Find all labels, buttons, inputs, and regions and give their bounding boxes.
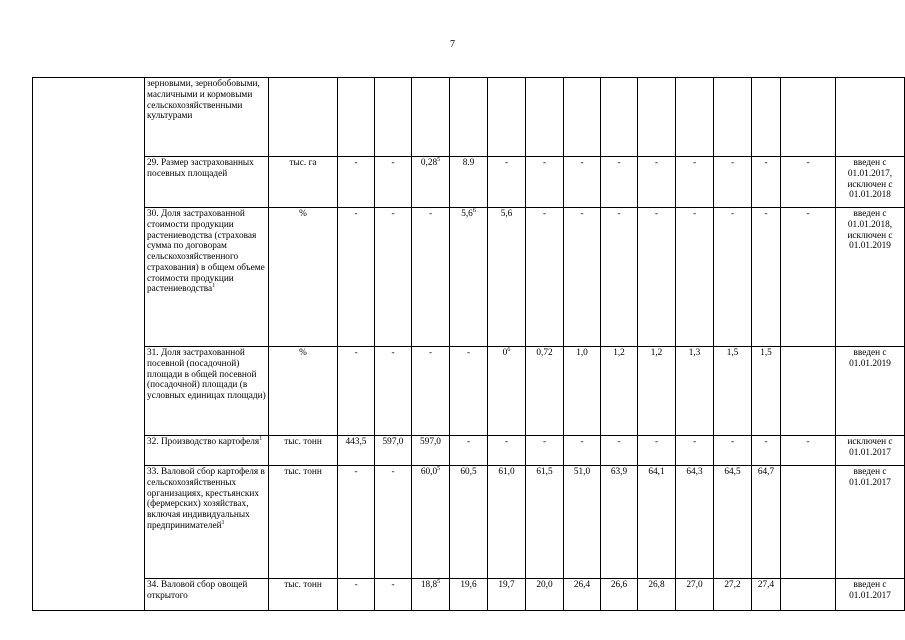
value-cell (714, 78, 752, 157)
value-cell (601, 78, 638, 157)
value-cell (601, 466, 638, 579)
value-cell (375, 208, 412, 347)
value-cell (781, 436, 836, 466)
note-cell: введен с 01.01.2017, исключен с 01.01.2018 (836, 157, 905, 208)
value-text: - (692, 209, 697, 219)
value-cell (450, 466, 488, 579)
value-text: - (692, 158, 697, 168)
value-text: - (354, 158, 358, 168)
value-cell (488, 436, 526, 466)
value-cell (781, 157, 836, 208)
value-cell (781, 579, 836, 611)
value-cell (375, 579, 412, 611)
value-cell (714, 347, 752, 436)
value-text: - (730, 209, 735, 219)
table-row (33, 436, 905, 466)
value-cell (488, 579, 526, 611)
value-cell (564, 466, 601, 579)
value-cell (412, 78, 450, 157)
value-cell (714, 579, 752, 611)
note-cell: введен с 01.01.2019 (836, 347, 905, 436)
value-text: - (354, 348, 358, 358)
value-text: - (466, 348, 471, 358)
value-text: 51,0 (573, 467, 591, 477)
unit-cell: тыс. тонн (269, 579, 338, 611)
page-number: 7 (450, 39, 455, 50)
value-text: 61,5 (536, 467, 553, 477)
value-cell (714, 466, 752, 579)
value-text: - (806, 209, 810, 219)
table-row (33, 78, 905, 157)
table-row (33, 466, 905, 579)
value-cell (752, 208, 781, 347)
value-text: - (428, 348, 433, 358)
value-cell (338, 466, 375, 579)
table-row (33, 579, 905, 611)
value-cell (676, 347, 714, 436)
value-text: - (542, 158, 547, 168)
value-cell (488, 347, 526, 436)
value-text: - (542, 437, 547, 447)
value-cell (752, 466, 781, 579)
value-cell (412, 579, 450, 611)
value-text: - (542, 209, 547, 219)
footnote-marker: 1 (212, 283, 216, 290)
value-text: - (354, 580, 358, 590)
value-cell (564, 579, 601, 611)
value-text: 64,3 (686, 467, 703, 477)
value-cell (676, 78, 714, 157)
value-cell (601, 208, 638, 347)
value-text: - (617, 158, 621, 168)
value-cell (752, 436, 781, 466)
table-row (33, 157, 905, 208)
value-text: 443,5 (345, 437, 367, 447)
value-cell (564, 208, 601, 347)
value-cell (526, 78, 564, 157)
value-cell (526, 347, 564, 436)
indicator-cell (145, 347, 269, 436)
value-text: - (692, 437, 697, 447)
value-cell (375, 436, 412, 466)
value-cell (676, 466, 714, 579)
note-cell: исключен с 01.01.2017 (836, 436, 905, 466)
value-text: 19,7 (498, 580, 515, 590)
value-cell (601, 436, 638, 466)
value-text: 18,8 (420, 580, 438, 590)
value-text: 597,0 (420, 437, 441, 447)
value-text: 1,5 (726, 348, 739, 358)
value-cell (752, 579, 781, 611)
value-cell (338, 208, 375, 347)
value-cell (781, 466, 836, 579)
value-cell (375, 347, 412, 436)
value-text: 26,4 (573, 580, 591, 590)
value-text: 597,0 (382, 437, 404, 447)
footnote-marker: 6 (472, 207, 476, 214)
value-cell (488, 208, 526, 347)
value-cell (412, 347, 450, 436)
value-text: - (617, 209, 621, 219)
value-cell (638, 208, 676, 347)
value-text: - (654, 437, 659, 447)
value-text: 26,6 (610, 580, 628, 590)
footnote-marker: 5 (437, 156, 441, 163)
value-text: - (730, 437, 735, 447)
value-cell (781, 347, 836, 436)
value-text: 0,72 (536, 348, 553, 358)
value-cell (601, 579, 638, 611)
value-text: - (466, 437, 471, 447)
indicator-text: 32. Производство картофеля (147, 437, 260, 447)
note-cell: введен с 01.01.2018, исключен с 01.01.2019 (836, 208, 905, 347)
value-text: 1,0 (576, 348, 588, 358)
value-cell (338, 157, 375, 208)
indicator-text: 33. Валовой сбор картофеля в сельскохозяйственных организациях, крестьянских (фермерских) хозяйствах, включая индивидуальных предпринимателей (147, 467, 265, 531)
value-cell (526, 466, 564, 579)
value-text: 0,28 (420, 158, 438, 168)
value-cell (601, 157, 638, 208)
value-cell (338, 579, 375, 611)
value-cell (714, 208, 752, 347)
indicator-text: зерновыми, зернобобовыми, масличными и кормовыми сельскохозяйственными культурами (147, 79, 260, 122)
value-cell (564, 436, 601, 466)
value-text: - (391, 348, 395, 358)
unit-cell: тыс. тонн (269, 466, 338, 579)
note-cell: введен с 01.01.2017 (836, 466, 905, 579)
value-cell (638, 78, 676, 157)
value-cell (676, 579, 714, 611)
value-text: 0 (502, 348, 508, 358)
value-cell (638, 157, 676, 208)
value-cell (412, 157, 450, 208)
value-cell (488, 78, 526, 157)
value-text: - (580, 158, 584, 168)
value-cell (450, 347, 488, 436)
value-text: - (580, 209, 584, 219)
value-text: 61,0 (498, 467, 515, 477)
value-text: - (580, 437, 584, 447)
indicator-cell (145, 436, 269, 466)
value-cell (676, 436, 714, 466)
indicator-text: 34. Валовой сбор овощей открытого (147, 580, 248, 601)
indicator-cell (145, 466, 269, 579)
indicator-text: 30. Доля застрахованной стоимости продукции растениеводства (страховая сумма по договорам сельскохозяйственного страхования) в общем объеме стоимости продукции растениеводства (147, 209, 265, 295)
unit-cell: тыс. тонн (269, 436, 338, 466)
indicator-cell (145, 78, 269, 157)
value-text: 60,0 (420, 467, 438, 477)
value-cell (526, 436, 564, 466)
note-cell: введен с 01.01.2017 (836, 579, 905, 611)
value-text: - (391, 209, 395, 219)
value-text: 27,4 (757, 580, 775, 590)
value-text: - (806, 158, 810, 168)
value-text: 27,0 (686, 580, 703, 590)
value-text: - (391, 158, 395, 168)
footnote-marker: 1 (221, 519, 225, 526)
value-text: 19,6 (460, 580, 477, 590)
unit-cell: тыс. га (269, 157, 338, 208)
value-text: - (391, 580, 395, 590)
value-cell (676, 208, 714, 347)
indicators-table (32, 77, 905, 611)
value-cell (450, 436, 488, 466)
footnote-marker: 6 (507, 346, 511, 353)
value-text: - (617, 437, 621, 447)
indicator-cell (145, 208, 269, 347)
indicator-cell (145, 157, 269, 208)
merged-blank-cell (33, 78, 145, 611)
value-cell (338, 347, 375, 436)
value-text: 64,5 (724, 467, 741, 477)
value-cell (638, 579, 676, 611)
value-cell (488, 466, 526, 579)
note-cell (836, 78, 905, 157)
value-cell (375, 78, 412, 157)
value-text: - (764, 158, 768, 168)
value-text: - (354, 209, 358, 219)
value-cell (338, 78, 375, 157)
value-cell (450, 208, 488, 347)
value-text: 63,9 (610, 467, 628, 477)
value-cell (638, 347, 676, 436)
value-cell (564, 78, 601, 157)
value-cell (412, 466, 450, 579)
value-cell (752, 347, 781, 436)
footnote-marker: 5 (437, 465, 441, 472)
value-text: 5,6 (461, 209, 473, 219)
value-text: - (654, 158, 659, 168)
value-text: - (391, 467, 395, 477)
value-cell (676, 157, 714, 208)
table-row (33, 347, 905, 436)
footnote-marker: 5 (437, 578, 441, 585)
value-text: 20,0 (536, 580, 553, 590)
value-cell (488, 157, 526, 208)
unit-cell (269, 78, 338, 157)
indicator-text: 29. Размер застрахованных посевных площадей (147, 158, 254, 179)
unit-cell: % (269, 347, 338, 436)
value-cell (338, 436, 375, 466)
value-text: - (428, 209, 433, 219)
value-text: - (764, 437, 768, 447)
value-text: - (354, 467, 358, 477)
value-cell (638, 436, 676, 466)
value-text: 8.9 (462, 158, 475, 168)
value-cell (752, 78, 781, 157)
value-text: - (654, 209, 659, 219)
value-text: - (764, 209, 768, 219)
value-cell (714, 436, 752, 466)
value-text: 1,3 (688, 348, 701, 358)
indicator-text: 31. Доля застрахованной посевной (посадочной) площади в общей посевной (посадочной) площади (в условных единицах площади) (147, 348, 266, 402)
value-cell (781, 208, 836, 347)
value-cell (412, 436, 450, 466)
value-text: - (504, 158, 509, 168)
value-text: 26,8 (648, 580, 665, 590)
value-cell (564, 157, 601, 208)
value-cell (781, 78, 836, 157)
value-text: 1,2 (650, 348, 663, 358)
value-cell (412, 208, 450, 347)
value-cell (714, 157, 752, 208)
value-cell (375, 157, 412, 208)
value-cell (526, 208, 564, 347)
value-text: - (806, 437, 810, 447)
value-cell (526, 157, 564, 208)
value-text: 64,7 (757, 467, 775, 477)
value-text: 5,6 (500, 209, 513, 219)
value-cell (450, 78, 488, 157)
value-cell (375, 466, 412, 579)
value-text: 1,5 (760, 348, 772, 358)
value-cell (752, 157, 781, 208)
value-cell (638, 466, 676, 579)
unit-cell: % (269, 208, 338, 347)
indicator-cell (145, 579, 269, 611)
value-text: 64,1 (648, 467, 665, 477)
value-cell (450, 157, 488, 208)
value-text: - (504, 437, 509, 447)
table-row (33, 208, 905, 347)
value-text: 27,2 (724, 580, 741, 590)
value-text: 1,2 (613, 348, 625, 358)
value-text: - (730, 158, 735, 168)
value-cell (450, 579, 488, 611)
footnote-marker: 1 (259, 435, 263, 442)
value-cell (601, 347, 638, 436)
value-text: 60,5 (460, 467, 477, 477)
value-cell (526, 579, 564, 611)
value-cell (564, 347, 601, 436)
